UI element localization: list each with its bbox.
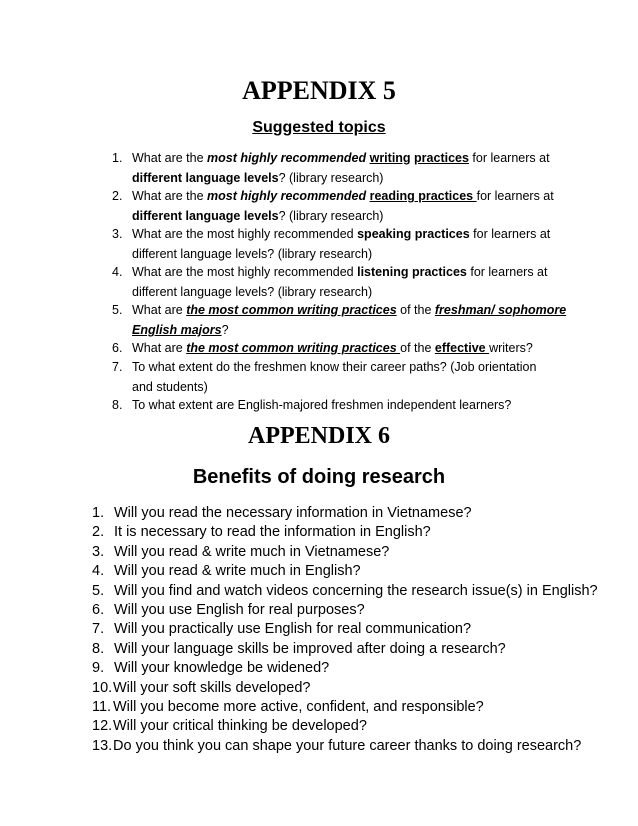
appendix-6-subtitle: Benefits of doing research bbox=[192, 466, 446, 488]
document-page: APPENDIX 5 Suggested topics 1. What are the most highly recommended writing practices for learners at different language levels? (library research) 2. What are the most highly recommended reading practices for learners at different language levels? (library research) 3. What are the most highly recommended speaking practices for learners at different language levels? (library research) 4. What are the most highly recommended listening practices for learners at different language levels? (library research) 5. What are the most common writing practices of the freshman/ sophomore English majors? 6. What are the most common writing practices of the effective writers? 7. To what extent do the freshmen know their career paths? (Job orientation and students) 8. To what extent are English-majored freshmen independent learners? APPENDIX 6 Benefits of doing research 1. Will you read the necessary information in Vietnamese? 2. It is necessary to read the information in English? 3. Will you read & write much in Vietnamese? 4. Will you read & write much in English? 5. Will you find and watch videos concerning the research issue(s) in English? 6. Will you use English for real purposes? 7. Will you practically use English for real communication? 8. Will your language skills be improved after doing a research? 9. Will your knowledge be widened? 10. Will your soft skills developed? 11. Will you become more active, confident, and responsible? 12. Will your critical thinking be developed? 13. Do you think you can shape your future career thanks to doing research? bbox=[0, 0, 638, 826]
appendix-6-title: APPENDIX 6 bbox=[248, 423, 390, 449]
appendix-5-title: APPENDIX 5 bbox=[242, 76, 396, 105]
appendix-5-subtitle: Suggested topics bbox=[252, 119, 386, 136]
